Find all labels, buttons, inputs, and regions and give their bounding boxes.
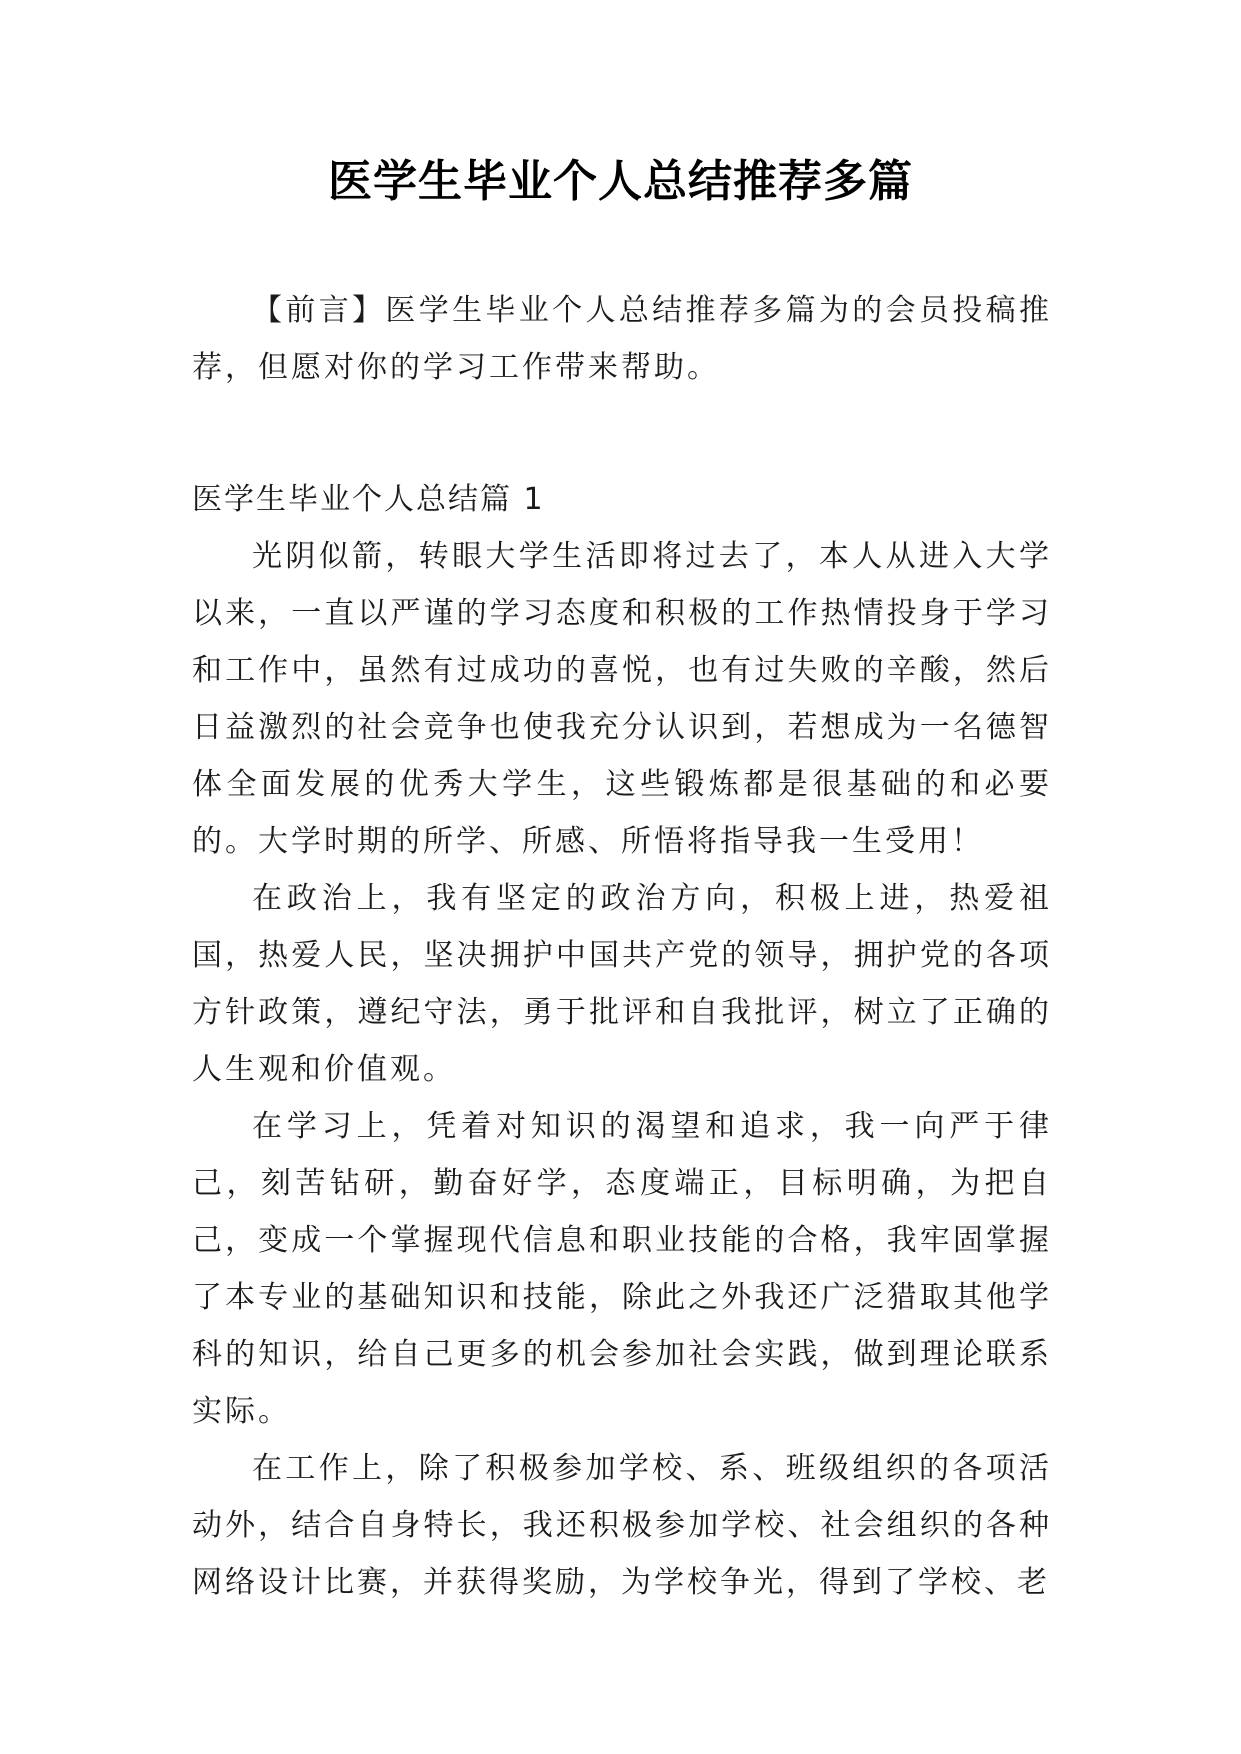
body-paragraph: 在政治上，我有坚定的政治方向，积极上进，热爱祖国，热爱人民，坚决拥护中国共产党的领导，拥护党的各项方针政策，遵纪守法，勇于批评和自我批评，树立了正确的人生观和价值观。 <box>192 881 1052 1087</box>
section-heading: 医学生毕业个人总结篇 1 <box>192 482 545 517</box>
document-body <box>192 282 1052 1611</box>
body-paragraph: 光阴似箭，转眼大学生活即将过去了，本人从进入大学以来，一直以严谨的学习态度和积极的工作热情投身于学习和工作中，虽然有过成功的喜悦，也有过失败的辛酸，然后日益激烈的社会竞争也使我充分认识到，若想成为一名德智体全面发展的优秀大学生，这些锻炼都是很基础的和必要的。大学时期的所学、所感、所悟将指导我一生受用！ <box>192 539 1052 859</box>
body-paragraph: 在工作上，除了积极参加学校、系、班级组织的各项活动外，结合自身特长，我还积极参加学校、社会组织的各种网络设计比赛，并获得奖励，为学校争光，得到了学校、老 <box>192 1451 1052 1600</box>
body-paragraph: 在学习上，凭着对知识的渴望和追求，我一向严于律己，刻苦钻研，勤奋好学，态度端正，目标明确，为把自己，变成一个掌握现代信息和职业技能的合格，我牢固掌握了本专业的基础知识和技能，除此之外我还广泛猎取其他学科的知识，给自己更多的机会参加社会实践，做到理论联系实际。 <box>192 1109 1052 1429</box>
preface-paragraph: 【前言】医学生毕业个人总结推荐多篇为的会员投稿推荐，但愿对你的学习工作带来帮助。 <box>192 293 1052 385</box>
document-title: 医学生毕业个人总结推荐多篇 <box>328 156 913 207</box>
